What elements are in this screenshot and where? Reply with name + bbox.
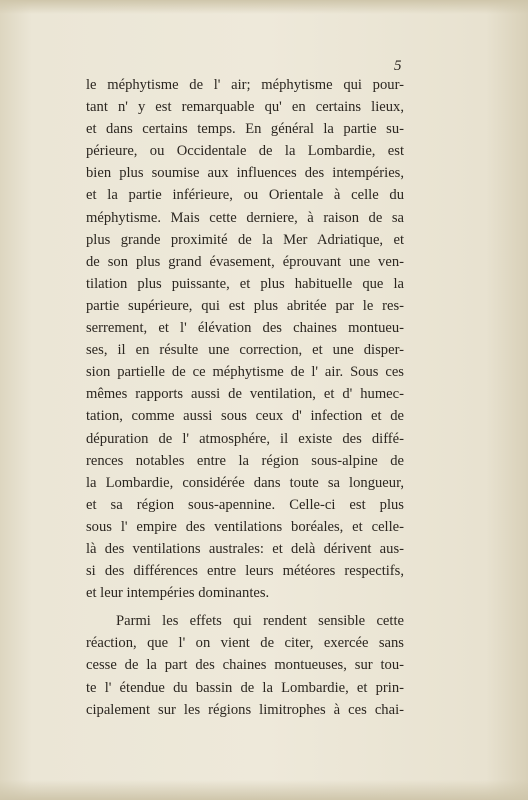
text-line: là des ventilations australes: et delà dérivent aus- [86,540,404,557]
text-line: partie supérieure, qui est plus abritée par le res- [86,297,404,314]
text-line: et dans certains temps. En général la partie su- [86,121,404,138]
text-line: ses, il en résulte une correction, et une disper- [86,342,404,359]
text-line: et la partie inférieure, ou Orientale à celle du [86,187,404,204]
body-text [86,74,404,721]
text-line: si des différences entre leurs météores respectifs, [86,563,404,580]
page-bottom-edge [0,780,528,800]
text-line: et leur intempéries dominantes. [86,585,270,602]
text-line: tant n' y est remarquable qu' en certains lieux, [86,99,404,116]
text-line: cipalement sur les régions limitrophes à ces chai- [86,701,404,718]
paragraph-1 [86,74,404,604]
text-line: réaction, que l' on vient de citer, exercée sans [86,635,404,652]
text-line: plus grande proximité de la Mer Adriatique, et [86,231,404,248]
page-number: 5 [394,58,402,74]
text-line: la Lombardie, considérée dans toute sa longueur, [86,474,404,491]
text-line: dépuration de l' atmosphére, il existe des diffé- [86,430,404,447]
text-line: méphytisme. Mais cette derniere, à raison de sa [86,209,404,226]
text-line: mêmes rapports aussi de ventilation, et d' humec- [86,386,404,403]
text-line: de son plus grand évasement, éprouvant une ven- [86,253,404,270]
text-line: tilation plus puissante, et plus habituelle que la [86,275,404,292]
text-line: Parmi les effets qui rendent sensible cette [116,613,404,630]
text-line: sion partielle de ce méphytisme de l' air. Sous ces [86,364,404,381]
text-line: tation, comme aussi sous ceux d' infection et de [86,408,404,425]
text-line: le méphytisme de l' air; méphytisme qui pour- [86,77,404,93]
text-line: sous l' empire des ventilations boréales, et celle- [86,518,404,535]
text-line: te l' étendue du bassin de la Lombardie, et prin- [86,679,404,696]
text-line: serrement, et l' élévation des chaines montueu- [86,320,404,337]
page-top-edge [0,0,528,14]
text-line: périeure, ou Occidentale de la Lombardie, est [86,143,404,160]
paragraph-2 [86,610,404,720]
text-line: cesse de la part des chaines montueuses, sur tou- [86,657,404,674]
text-line: et sa région sous-apennine. Celle-ci est plus [86,496,404,513]
text-line: bien plus soumise aux influences des intempéries, [86,165,404,182]
text-line: rences notables entre la région sous-alpine de [86,452,404,469]
